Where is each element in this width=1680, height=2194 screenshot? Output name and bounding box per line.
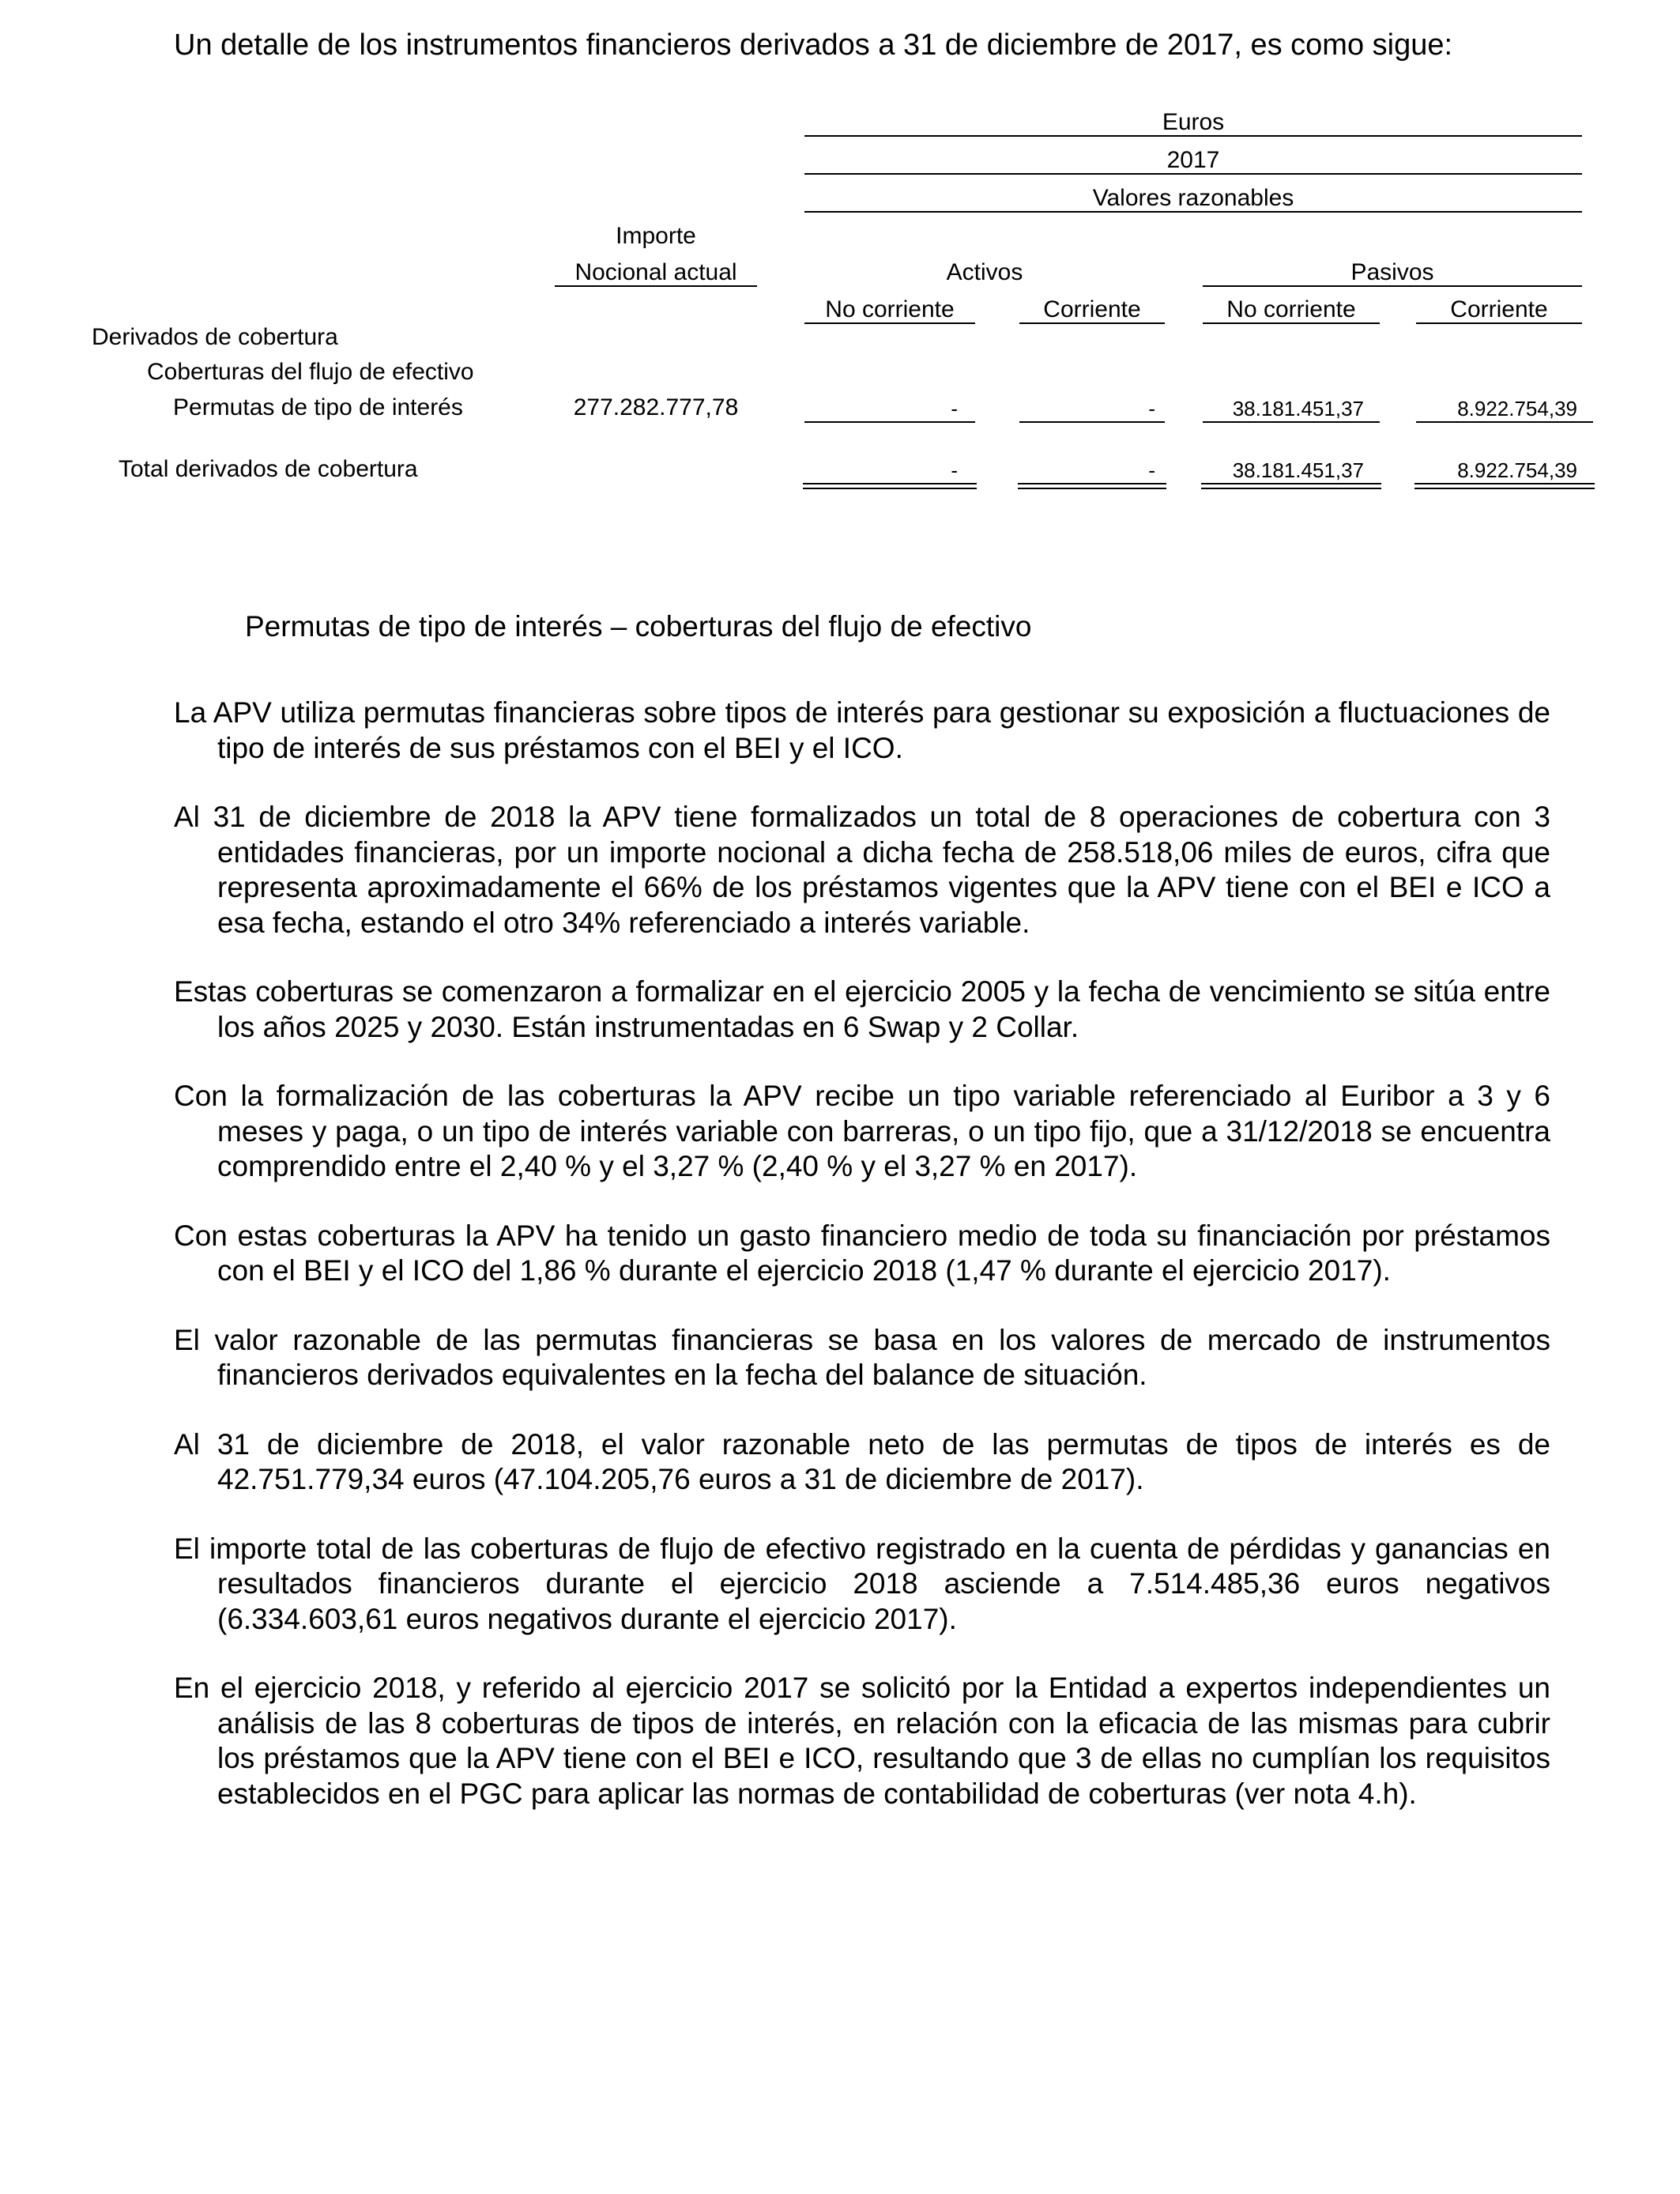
paragraph: Estas coberturas se comenzaron a formalizar en el ejercicio 2005 y la fecha de vencimiento se sitúa entre los años 2025 y 2030. Están instrumentadas en 6 Swap y 2 Collar. <box>174 975 1550 1043</box>
rule-notional <box>555 285 757 287</box>
total-nc-liabilities: 38.181.451,37 <box>1232 458 1364 482</box>
row-c-assets: - <box>1148 397 1155 420</box>
paragraph: Al 31 de diciembre de 2018 la APV tiene formalizados un total de 8 operaciones de cobertura con 3 entidades financieras, por un importe nocional a dicha fecha de 258.518,06 miles de euros, cifra que representa aproximadamente el 66% de los préstamos vigentes que la APV tiene con el BEI e ICO a esa fecha, estando el otro 34% referenciado a interés variable. <box>174 801 1550 939</box>
total-nc-assets: - <box>951 458 958 482</box>
header-c-liabilities: Corriente <box>1450 296 1548 322</box>
header-year: 2017 <box>1166 147 1220 173</box>
header-notional-line1: Importe <box>616 223 696 249</box>
intro-text: Un detalle de los instrumentos financieros derivados a 31 de diciembre de 2017, es como sigue: <box>174 28 1453 62</box>
paragraph: El importe total de las coberturas de flujo de efectivo registrado en la cuenta de pérdidas y ganancias en resultados financieros durante el ejercicio 2018 asciende a 7.514.485,36 euros negativos (6.334.603,61 euros negativos durante el ejercicio 2017). <box>174 1532 1550 1635</box>
rule-fair-values <box>804 211 1582 213</box>
rule-currency <box>804 135 1582 137</box>
header-nc-assets: No corriente <box>825 296 955 322</box>
rule-total-nc-assets <box>803 483 977 489</box>
rule-nc-liabilities <box>1203 322 1380 324</box>
rule-liabilities <box>1203 285 1582 287</box>
row-nc-assets: - <box>951 397 958 420</box>
rule-c-liabilities <box>1416 322 1582 324</box>
paragraph: La APV utiliza permutas financieras sobre tipos de interés para gestionar su exposición a fluctuaciones de tipo de interés de sus préstamos con el BEI y el ICO. <box>174 696 1550 764</box>
total-label: Total derivados de cobertura <box>119 456 418 482</box>
rule-total-c-liabilities <box>1414 483 1595 489</box>
paragraph: Con la formalización de las coberturas la APV recibe un tipo variable referenciado al Euribor a 3 y 6 meses y paga, o un tipo de interés variable con barreras, o un tipo fijo, que a 31/12/2018 se encuentra comprendido entre el 2,40 % y el 3,27 % (2,40 % y el 3,27 % en 2017). <box>174 1080 1550 1182</box>
rule-row-c-liabilities <box>1416 421 1593 423</box>
header-assets: Activos <box>946 259 1023 285</box>
rule-total-c-assets <box>1018 483 1166 489</box>
section-heading: Permutas de tipo de interés – coberturas del flujo de efectivo <box>245 610 1032 643</box>
section-label: Derivados de cobertura <box>92 324 338 350</box>
row-label: Permutas de tipo de interés <box>173 394 463 420</box>
header-currency: Euros <box>1162 109 1225 135</box>
row-nc-liabilities: 38.181.451,37 <box>1232 397 1364 420</box>
row-notional: 277.282.777,78 <box>573 394 739 420</box>
paragraph: El valor razonable de las permutas financieras se basa en los valores de mercado de instrumentos financieros derivados equivalentes en la fecha del balance de situación. <box>174 1323 1550 1391</box>
subsection-label: Coberturas del flujo de efectivo <box>147 359 474 385</box>
paragraph: En el ejercicio 2018, y referido al ejercicio 2017 se solicitó por la Entidad a expertos independientes un análisis de las 8 coberturas de tipos de interés, en relación con la eficacia de las mismas para cubrir los préstamos que la APV tiene con el BEI e ICO, resultando que 3 de ellas no cumplían los requisitos establecidos en el PGC para aplicar las normas de contabilidad de coberturas (ver nota 4.h). <box>174 1672 1550 1810</box>
header-liabilities: Pasivos <box>1350 259 1434 285</box>
header-notional-line2: Nocional actual <box>574 259 737 285</box>
paragraph: Al 31 de diciembre de 2018, el valor razonable neto de las permutas de tipos de interés es de 42.751.779,34 euros (47.104.205,76 euros a 31 de diciembre de 2017). <box>174 1427 1550 1495</box>
rule-nc-assets <box>804 322 975 324</box>
rule-row-nc-liabilities <box>1203 421 1380 423</box>
rule-c-assets <box>1019 322 1165 324</box>
paragraph: Con estas coberturas la APV ha tenido un gasto financiero medio de toda su financiación por préstamos con el BEI y el ICO del 1,86 % durante el ejercicio 2018 (1,47 % durante el ejercicio 2017). <box>174 1219 1550 1287</box>
body-text <box>174 696 1550 1845</box>
header-fair-values: Valores razonables <box>1092 185 1294 211</box>
row-c-liabilities: 8.922.754,39 <box>1457 397 1577 420</box>
rule-row-nc-assets <box>804 421 975 423</box>
rule-year <box>804 173 1582 175</box>
rule-total-nc-liabilities <box>1201 483 1381 489</box>
rule-row-c-assets <box>1019 421 1165 423</box>
header-c-assets: Corriente <box>1043 296 1141 322</box>
total-c-assets: - <box>1148 458 1155 482</box>
total-c-liabilities: 8.922.754,39 <box>1457 458 1577 482</box>
header-nc-liabilities: No corriente <box>1226 296 1356 322</box>
